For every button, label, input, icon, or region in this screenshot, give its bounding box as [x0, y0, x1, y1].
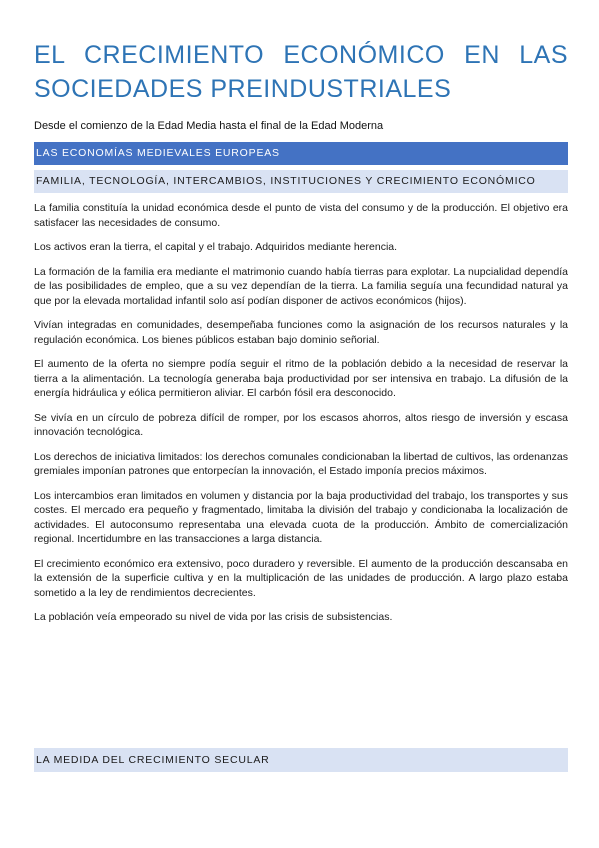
document-title-line-2: SOCIEDADES PREINDUSTRIALES — [34, 75, 452, 103]
paragraph-poblacion-crisis: La población veía empeorado su nivel de vida por las crisis de subsistencias. — [34, 611, 393, 623]
document-page — [34, 0, 568, 766]
paragraph-circulo-pobreza: Se vivía en un círculo de pobreza difícil de romper, por los escasos ahorros, altos riesgo de inversión y escasa innovación tecnológica. — [34, 411, 568, 438]
subsection-heading-medida-crecimiento: LA MEDIDA DEL CRECIMIENTO SECULAR — [34, 748, 568, 772]
document-title-line-1: EL CRECIMIENTO ECONÓMICO EN LAS — [34, 41, 568, 69]
paragraph-formacion-familia: La formación de la familia era mediante el matrimonio cuando había tierras para explotar. La nupcialidad dependía de las posibilidades de empleo, que a su vez dependían de la tierra. La familia seguía una fecundidad natural ya que por la elevada mortalidad infantil solo así podían disponer de activos económicos (hijos). — [34, 265, 568, 307]
paragraph-activos: Los activos eran la tierra, el capital y el trabajo. Adquiridos mediante herencia. — [34, 241, 398, 253]
paragraph-crecimiento-extensivo: El crecimiento económico era extensivo, poco duradero y reversible. El aumento de la producción descansaba en la extensión de la superficie cultiva y en la multiplicación de las unidades de producción. A largo plazo estaba sometido a la ley de rendimientos decrecientes. — [34, 557, 568, 599]
subsection-heading-familia-tecnologia: FAMILIA, TECNOLOGÍA, INTERCAMBIOS, INSTITUCIONES Y CRECIMIENTO ECONÓMICO — [34, 170, 568, 193]
document-title — [34, 38, 568, 106]
section-heading-economias-medievales: LAS ECONOMÍAS MEDIEVALES EUROPEAS — [34, 142, 568, 165]
paragraph-familia: La familia constituía la unidad económica desde el punto de vista del consumo y de la producción. El objetivo era satisfacer las necesidades de consumo. — [34, 202, 568, 229]
paragraph-oferta-tecnologia: El aumento de la oferta no siempre podía seguir el ritmo de la población debido a la necesidad de reservar la tierra a la alimentación. La tecnología generaba baja productividad por ser intensiva en trabajo. La difusión de la energía hidráulica y eólica permitieron aliviar. El carbón fósil era desconocido. — [34, 358, 568, 399]
paragraph-intercambios: Los intercambios eran limitados en volumen y distancia por la baja productividad del trabajo, los transportes y sus costes. El mercado era pequeño y fragmentado, limitaba la división del trabajo y condicionaba la localización de actividades. El autoconsumo representaba una elevada cuota de la producción. Ámbito de comercialización regional. Incertidumbre en las transacciones a larga distancia. — [34, 489, 568, 545]
paragraph-comunidades: Vivían integradas en comunidades, desempeñaba funciones como la asignación de los recursos naturales y la regulación económica. Los bienes públicos estaban bajo dominio señorial. — [34, 319, 568, 346]
paragraph-derechos-iniciativa: Los derechos de iniciativa limitados: los derechos comunales condicionaban la libertad de cultivos, las ordenanzas gremiales imponían patrones que entorpecían la innovación, el Estado imponía precios máximos. — [34, 450, 568, 477]
document-subtitle: Desde el comienzo de la Edad Media hasta el final de la Edad Moderna — [34, 120, 384, 132]
